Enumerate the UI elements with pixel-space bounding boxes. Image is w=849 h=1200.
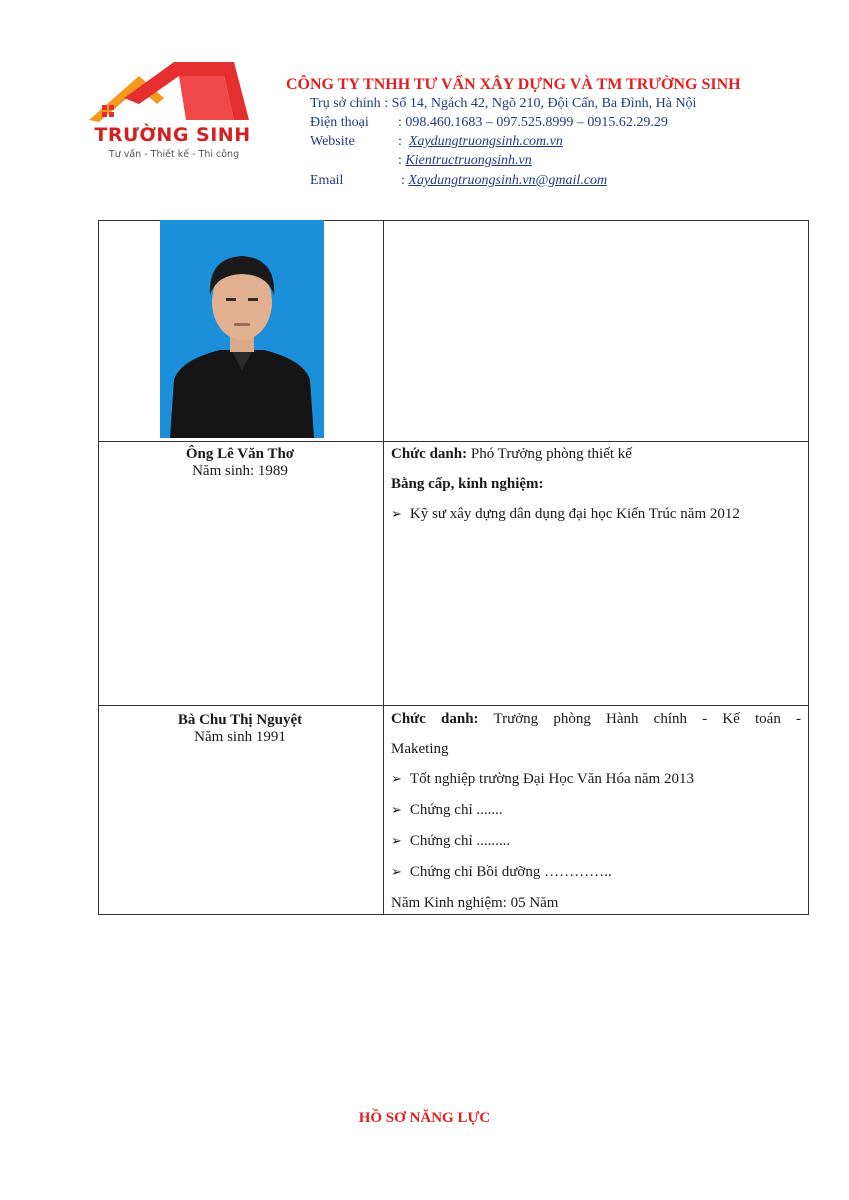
table-border [98,220,99,915]
address-label: Trụ sở chính [310,96,381,111]
staff-1-name: Ông Lê Văn Thơ [185,446,295,462]
address-value: : Số 14, Ngách 42, Ngõ 210, Đội Cấn, Ba Đình, Hà Nội [384,96,697,111]
staff-1-details [391,439,801,530]
staff-2-item: ➢ Chứng chỉ ....... [391,795,801,826]
website-link-1[interactable]: Xaydungtruongsinh.com.vn [408,134,563,149]
website-link-2[interactable]: Kientructruongsinh.vn [405,153,532,168]
staff-1-item: ➢ Kỹ sư xây dựng dân dụng đại học Kiến Trúc năm 2012 [391,499,801,530]
company-name: CÔNG TY TNHH TƯ VẤN XÂY DỰNG VÀ TM TRƯỜNG SINH [286,76,741,93]
address-line [310,96,696,112]
staff-1-birth: Năm sinh: 1989 [192,463,288,479]
staff-2-title-line1: Trưởng phòng Hành chính - Kế toán - [493,711,801,727]
staff-1-info [98,446,382,480]
phone-value: : 098.460.1683 – 097.525.8999 – 0915.62.29.29 [398,115,668,130]
staff-2-title-line2: Maketing [391,741,449,757]
staff-table [98,220,809,915]
website-line [310,134,563,150]
table-divider [383,220,384,915]
staff-2-item: ➢ Chứng chỉ Bồi dưỡng ………….. [391,857,801,888]
website-sep-2: : [398,153,402,168]
staff-1-title-label: Chức danh: [391,446,468,462]
staff-photo [160,220,324,438]
website-line-2 [398,153,532,169]
staff-2-details [391,704,801,918]
email-line [310,173,607,189]
website-label: Website [310,134,355,149]
logo-tagline: Tư vấn - Thiết kế - Thi công [108,149,240,160]
staff-1-qual-label: Bằng cấp, kinh nghiệm: [391,476,544,492]
staff-1-title: Phó Trưởng phòng thiết kế [467,446,632,462]
website-sep: : [398,134,402,149]
company-logo [84,58,254,168]
staff-2-info [98,712,382,746]
staff-2-experience: Năm Kinh nghiệm: 05 Năm [391,895,559,911]
staff-2-title-label: Chức danh: [391,711,479,727]
staff-2-item: ➢ Chứng chỉ ......... [391,826,801,857]
table-border [808,220,809,915]
staff-2-name: Bà Chu Thị Nguyệt [177,712,303,728]
email-sep: : [401,173,405,188]
email-label: Email [310,173,344,188]
logo-name: TRƯỜNG SINH [94,124,251,146]
phone-label: Điện thoại [310,115,369,130]
phone-line [310,115,668,131]
staff-2-birth: Năm sinh 1991 [194,729,286,745]
portrait-icon [160,220,324,438]
roof-logo-icon [84,58,254,128]
staff-2-item: ➢ Tốt nghiệp trường Đại Học Văn Hóa năm 2013 [391,764,801,795]
email-link[interactable]: Xaydungtruongsinh.vn@gmail.com [408,173,608,188]
footer-title: HỒ SƠ NĂNG LỰC [358,1110,491,1126]
